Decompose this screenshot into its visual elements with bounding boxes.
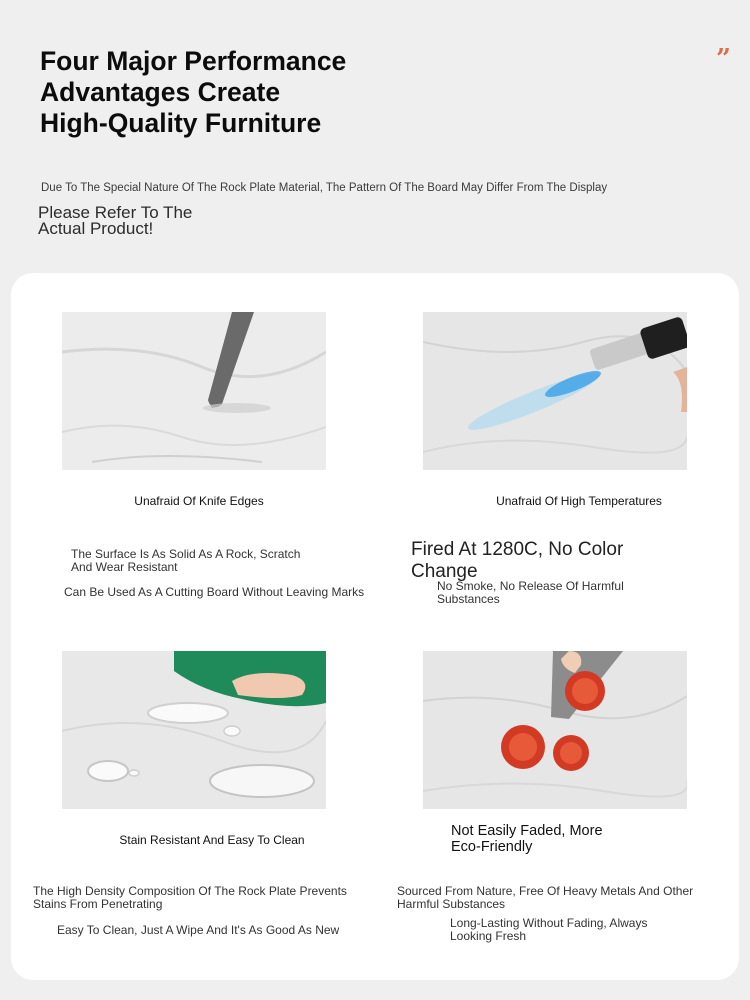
feature-desc: The High Density Composition Of The Rock Plate Prevents Stains From Penetrating: [33, 884, 347, 911]
feature-desc: No Smoke, No Release Of Harmful Substances: [437, 579, 624, 606]
feature-title: Not Easily Faded, More Eco-Friendly: [451, 823, 603, 855]
feature-desc: Can Be Used As A Cutting Board Without Leaving Marks: [64, 585, 365, 599]
feature-title: Unafraid Of Knife Edges: [134, 494, 264, 508]
quote-mark-icon: ”: [716, 44, 731, 74]
knife-on-stone-photo: [62, 312, 326, 470]
blowtorch-photo: [423, 312, 687, 470]
material-notice: Due To The Special Nature Of The Rock Plate Material, The Pattern Of The Board May Differ From The Display: [41, 182, 608, 194]
refer-notice: Please Refer To The Actual Product!: [38, 203, 193, 238]
tomato-cutting-photo: [423, 651, 687, 809]
feature-title: Unafraid Of High Temperatures: [496, 494, 662, 508]
page-title: Four Major Performance Advantages Create High-Quality Furniture: [40, 46, 347, 138]
wiping-towel-photo: [62, 651, 326, 809]
feature-desc: Easy To Clean, Just A Wipe And It's As Good As New: [57, 923, 340, 937]
feature-highlight: Fired At 1280C, No Color Change: [411, 539, 624, 582]
feature-title: Stain Resistant And Easy To Clean: [119, 833, 305, 847]
feature-desc: The Surface Is As Solid As A Rock, Scratch And Wear Resistant: [71, 547, 301, 574]
feature-desc: Long-Lasting Without Fading, Always Looking Fresh: [450, 916, 648, 943]
feature-desc: Sourced From Nature, Free Of Heavy Metals And Other Harmful Substances: [397, 884, 694, 911]
